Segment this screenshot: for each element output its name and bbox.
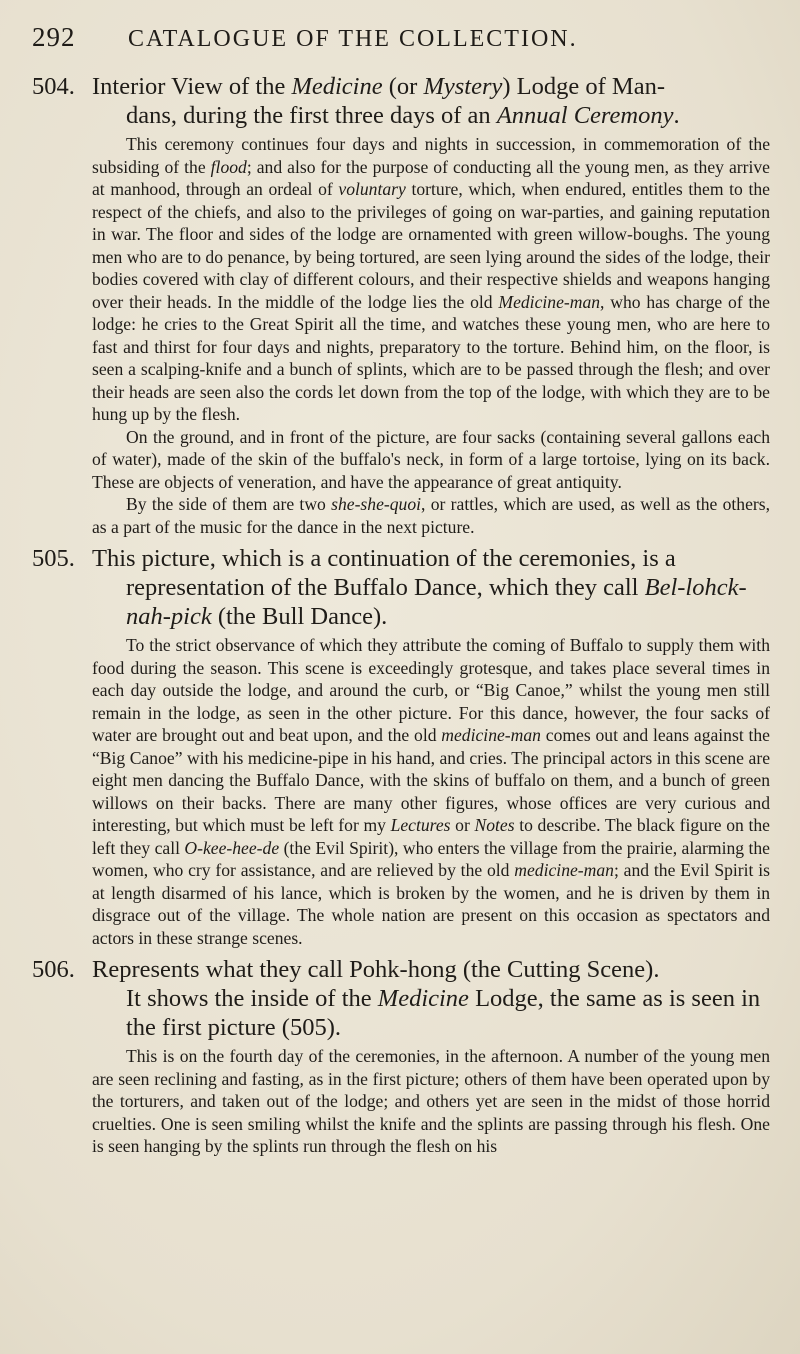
entry-title-line: Interior View of the Medicine (or Mystery) Lodge of Man- — [92, 73, 665, 100]
running-head: CATALOGUE OF THE COLLECTION. — [128, 26, 578, 52]
entry-number: 504. — [32, 73, 75, 100]
entry-body — [32, 1045, 770, 1158]
entry-title — [92, 72, 770, 130]
entry-title — [92, 544, 770, 631]
entry-title-continuation: representation of the Buffalo Dance, which they call Bel-lohck-nah-pick (the Bull Dance). — [126, 574, 747, 630]
paragraph: This is on the fourth day of the ceremonies, in the afternoon. A number of the young men are seen reclining and fasting, as in the first picture; others of them have been operated upon by the torturers, and taken out of the lodge; and others yet are seen in the midst of those horrid cruelties. One is seen smiling whilst the knife and the splints are passing through his flesh. One is seen hanging by the splints run through the flesh on his — [92, 1046, 770, 1156]
entry-title — [92, 955, 770, 1042]
catalogue-entry-505 — [32, 544, 770, 949]
entry-body — [32, 634, 770, 949]
entry-number: 506. — [32, 956, 75, 983]
entry-body — [32, 133, 770, 538]
entry-heading — [32, 72, 770, 130]
catalogue-entry-506 — [32, 955, 770, 1158]
paragraph: This ceremony continues four days and nights in succession, in commemoration of the subsiding of the flood; and also for the purpose of conducting all the young men, as they arrive at manhood, through an ordeal of voluntary torture, which, when endured, entitles them to the respect of the chiefs, and also to the privileges of going on war-parties, and gaining reputation in war. The floor and sides of the lodge are ornamented with green willow-boughs. The young men who are to do penance, by being tortured, are seen lying around the sides of the lodge, their bodies covered with clay of different colours, and their respective shields and weapons hanging over their heads. In the middle of the lodge lies the old Medicine-man, who has charge of the lodge: he cries to the Great Spirit all the time, and watches these young men, who are here to fast and thirst for four days and nights, preparatory to the torture. Behind him, on the floor, is seen a scalping-knife and a bunch of splints, which are to be passed through the flesh; and over their heads are seen also the cords let down from the top of the lodge, with which they are to be hung up by the flesh. — [92, 134, 770, 424]
paragraph: To the strict observance of which they attribute the coming of Buffalo to supply them with food during the season. This scene is exceedingly grotesque, and takes place several times in each day outside the lodge, and around the curb, or “Big Canoe,” whilst the young men still remain in the lodge, as seen in the other picture. For this dance, however, the four sacks of water are brought out and beat upon, and the old medicine-man comes out and leans against the “Big Canoe” with his medicine-pipe in his hand, and cries. The principal actors in this scene are eight men dancing the Buffalo Dance, with the skins of buffalo on them, and a bunch of green willows on their backs. There are many other figures, whose offices are very curious and interesting, but which must be left for my Lectures or Notes to describe. The black figure on the left they call O-kee-hee-de (the Evil Spirit), who enters the village from the prairie, alarming the women, who cry for assistance, and are relieved by the old medicine-man; and the Evil Spirit is at length disarmed of his lance, which is broken by the women, and he is driven by them in disgrace out of the village. The whole nation are present on this occasion as spectators and actors in these strange scenes. — [92, 635, 770, 948]
entry-title-line: Represents what they call Pohk-hong (the Cutting Scene). — [92, 956, 660, 983]
catalogue-entry-504 — [32, 72, 770, 538]
page-number: 292 — [32, 22, 76, 52]
paragraph: By the side of them are two she-she-quoi, or rattles, which are used, as well as the others, as a part of the music for the dance in the next picture. — [92, 494, 771, 537]
page-header — [32, 22, 770, 66]
paragraph: On the ground, and in front of the picture, are four sacks (containing several gallons each of water), made of the skin of the buffalo's neck, in form of a large tortoise, lying on its back. These are objects of veneration, and have the appearance of great antiquity. — [92, 426, 770, 492]
entry-title-line: This picture, which is a continuation of the ceremonies, is a — [92, 545, 676, 572]
entry-number: 505. — [32, 545, 75, 572]
entry-heading — [32, 955, 770, 1042]
entry-title-continuation: dans, during the first three days of an Annual Ceremony. — [126, 102, 680, 129]
entry-title-continuation: It shows the inside of the Medicine Lodge, the same as is seen in the first picture (505). — [126, 985, 761, 1041]
entry-heading — [32, 544, 770, 631]
